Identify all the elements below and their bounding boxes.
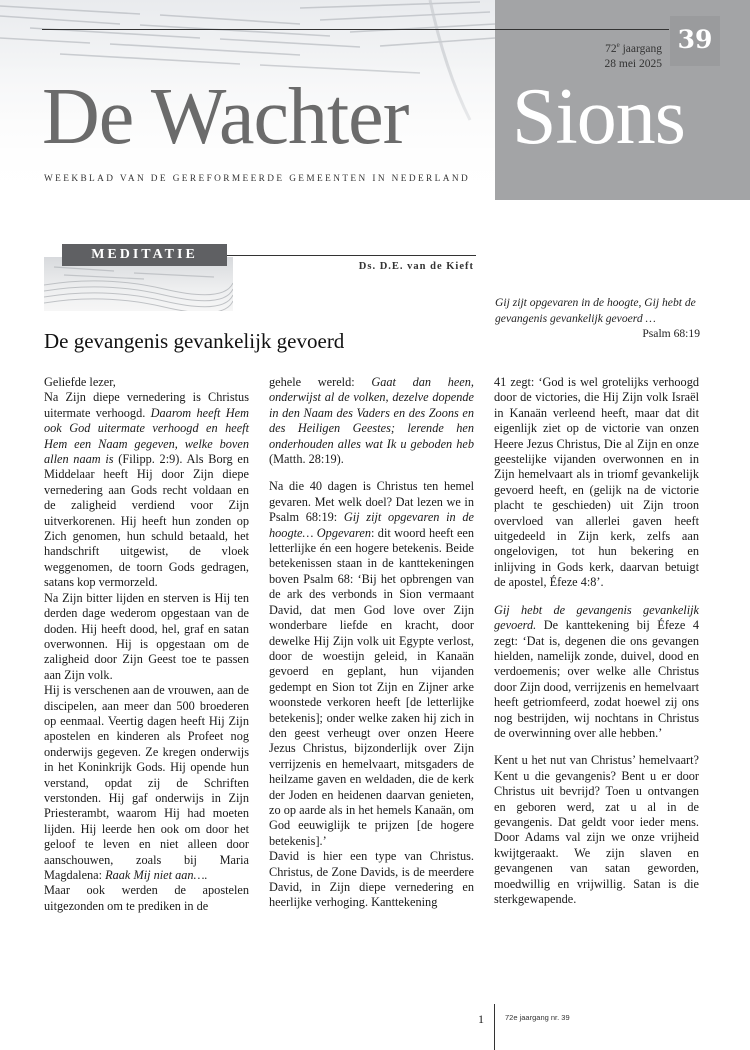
issue-number: 39: [677, 25, 713, 54]
motto-quote: [495, 295, 700, 342]
paragraph: [44, 683, 249, 883]
paragraph: David is hier een type van Christus. Christus, de Zone Davids, is de meerdere David, in Zijn diepe vernedering en heerlijke verhoging. Kanttekening: [269, 849, 474, 910]
section-label: MEDITATIE: [91, 247, 198, 262]
volume-line: [605, 38, 663, 57]
paragraph: [494, 603, 699, 742]
text-run: Na Zijn diepe vernedering is Christus uitermate verhoogd.: [44, 390, 249, 420]
article-column-2: [269, 375, 474, 911]
paragraph: [44, 390, 249, 590]
volume-sup: e: [616, 41, 620, 49]
paragraph: [269, 375, 474, 467]
paragraph: Kent u het nut van Christus’ hemelvaart? Kent u die gevangenis? Bent u er door Christus uit bevrijd? Toen u ontvangen en geboren werd, zat u al in de gevangenis. Dat geldt voor ieder mens. Door Adams val zijn we onze vrijheid kwijtgeraakt. We zijn slaven en gevangenen van satan geworden, moedwillig en vrijwillig. Satan is die sterkgewapende.: [494, 753, 699, 906]
greeting: Geliefde lezer,: [44, 375, 116, 389]
footer-issue-meta: 72e jaargang nr. 39: [505, 1013, 570, 1022]
scripture-quote: Gij zijt opgevaren in de hoogte… Opgevaren: [269, 510, 474, 540]
scripture-quote: Gaat dan heen, onderwijst al de volken, dezelve dopende in den Naam des Vaders en des Zoons en des Heiligen Geestes; lerende hen onderhouden alles wat Ik u geboden heb: [269, 375, 474, 451]
section-rule: [227, 255, 476, 256]
author-name: Ds. D.E. van de Kieft: [358, 261, 474, 272]
scripture-quote: Daarom heeft Hem ook God uitermate verhoogd en heeft Hem een Naam gegeven, welke boven allen naam is: [44, 405, 249, 467]
motto-text: Gij zijt opgevaren in de hoogte, Gij hebt de gevangenis gevankelijk gevoerd …: [495, 296, 696, 325]
volume-label: jaargang: [619, 42, 662, 55]
masthead-subtitle: WEEKBLAD VAN DE GEREFORMEERDE GEMEENTEN IN NEDERLAND: [44, 174, 471, 184]
text-run: (Matth. 28:19).: [269, 452, 344, 467]
scripture-quote: Raak Mij niet aan….: [105, 868, 208, 882]
masthead-title-left: De Wachter: [42, 73, 409, 161]
issue-date: 28 mei 2025: [604, 57, 662, 70]
scripture-quote: Gij hebt de gevangenis gevankelijk gevoerd.: [494, 602, 699, 633]
article-column-3: [494, 375, 699, 907]
text-run: Na die 40 dagen is Christus ten hemel gevaren. Met welk doel? Dat lezen we in Psalm 68:19:: [269, 479, 474, 525]
issue-number-badge: [670, 16, 720, 66]
paragraph: Na Zijn bitter lijden en sterven is Hij ten derden dage wederom opgestaan van de doden. Hij heeft dood, hel, graf en satan overwonnen. Hij is opgestaan om de zaligheid door Zijn Geest toe te passen aan Zijn volk.: [44, 590, 249, 682]
masthead-title-right: Sions: [512, 73, 685, 161]
page-number: 1: [478, 1012, 484, 1026]
article-column-1: [44, 375, 249, 914]
motto-reference: Psalm 68:19: [642, 327, 700, 340]
volume-number: 72: [605, 42, 617, 55]
issue-meta: [605, 38, 663, 72]
paragraph: Maar ook werden de apostelen uitgezonden om te prediken in de: [44, 883, 249, 913]
text-run: Hij is verschenen aan de vrouwen, aan de discipelen, aan meer dan 500 broederen op eenmaal. Veertig dagen heeft Hij Zijn apostelen en kinderen als Profeet nog onderwijs gegeven. Ze kregen onderwijs in het Koninkrijk Gods. Hij opende hun verstand, opdat zij de Schriften verstonden. Hij gaf onderwijs in Zijn Priesterambt, waarom Hij had moeten lijden. Hij leerde hen ook om door het geloof te leven en niet alleen door aanschouwen, zoals bij Maria Magdalena:: [44, 683, 249, 882]
top-rule: [42, 29, 669, 30]
article-headline: De gevangenis gevankelijk gevoerd: [44, 329, 345, 353]
footer-rule: [494, 1004, 495, 1050]
text-run: De kanttekening bij Éfeze 4 zegt: ‘Dat is, degenen die ons gevangen hielden, namelijk zonde, duivel, dood en verdoemenis; over welke alle Christus door Zijn dood, verrijzenis en hemelvaart heeft getriomfeerd, zodat hoewel zij ons nog bestrijden, wij nochtans in Christus de overwinning over alle hebben.’: [494, 618, 699, 740]
text-run: gehele wereld:: [269, 375, 372, 389]
paragraph: [269, 479, 474, 849]
paragraph: 41 zegt: ‘God is wel grotelijks verhoogd door de victories, die Hij Zijn volk Israël in Kanaän verleend heeft, maar dat dit eigenlijk ziet op de victorie van onzen Heere Jezus Christus, Die al Zijn en onze geestelijke vijanden overwonnen en in Zijn hemelvaart als in triomf gevankelijk gevoerd heeft, en (gelijk na de victorie placht te geschieden) uit Zijn troon overvloed van allerlei gaven heeft uitgedeeld in Zijn kerk, zelfs aan ongelovigen, tot hun bekering en inlijving in Gods kerk, daarvan betuigt de apostel, Éfeze 4:8’.: [494, 375, 699, 590]
text-run: (Filipp. 2:9). Als Borg en Middelaar heeft Hij door Zijn diepe vernedering aan Gods recht voldaan en de zaligheid verdiend voor Zijn uitverkorenen. Hij heeft hun zonden op Zich genomen, hun schuld betaald, het handschrift uitgewist, de vloek weggenomen, de toorn Gods gedragen, satans kop vermorzeld.: [44, 452, 249, 590]
text-run: : dit woord heeft een letterlijke én een hogere betekenis. Beide betekenissen staan in de kanttekeningen boven Psalm 68: ‘Bij het opbrengen van de ark des verbonds in Sion vermaant David, dat men God love over Zijn wonderbare liefde en kracht, door dewelke Hij Zijn volk uit Egypte verlost, door de woestijn geleid, in Kanaän gevoerd en geplant, hun vijanden gedempt en Sion tot Zijn en Zijner arke woonstede verkoren heeft [de letterlijke betekenis]; onder welke zaken hij zich in den geest verheugt over onzen Heere Jezus Christus, bijzonderlijk over Zijn verrijzenis en hemelvaart, mitsgaders de heilzame gaven en weldaden, die de kerk der Joden en heidenen daarvan genieten, zo op aarde als in het hemels Kanaän, om God eeuwiglijk te prijzen [de hogere betekenis].’: [269, 525, 475, 848]
